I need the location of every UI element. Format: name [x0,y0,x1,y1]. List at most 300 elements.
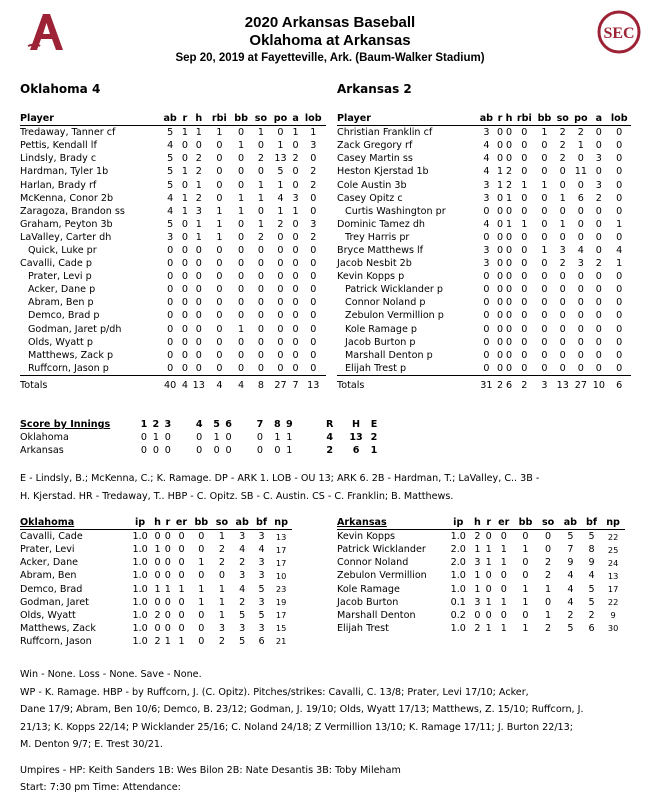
stat-h: 2 [195,153,202,165]
stat-po: 0 [277,244,284,256]
stat-so: 2 [559,258,566,270]
stat-h: 1 [506,192,513,204]
pitch-so: 0 [545,531,552,543]
pitch-ab: 3 [239,622,246,634]
stat-r: 1 [181,205,188,217]
inning-score: 0 [196,445,203,457]
pitch-so: 2 [545,557,552,569]
pitch-h: 1 [154,583,161,595]
pitching-col-bb: bb [190,516,212,530]
stat-lob: 3 [310,218,317,230]
pitch-np: 22 [607,531,619,542]
box-header-bb: bb [535,112,554,126]
stat-lob: 2 [310,166,317,178]
pitch-ip: 1.0 [132,544,148,556]
footer-notes [20,666,650,797]
stat-bb: 0 [238,310,245,322]
notes-line-1: E - Lindsly, B.; McKenna, C.; K. Ramage. DP - ARK 1. LOB - OU 13; ARK 6. 2B - Hardman, T.; LaValley, C.. 3B - [20,473,540,484]
player-name: Abram, Ben p [28,297,94,309]
stat-so: 2 [257,231,264,243]
stat-r: 0 [496,349,504,361]
stat-po: 0 [277,258,284,270]
stat-po: 0 [277,284,284,296]
pitcher-name: Kole Ramage [337,583,400,595]
player-name: Harlan, Brady rf [20,179,97,191]
pitch-bf: 5 [258,609,265,621]
misc-line-1: WP - K. Ramage. HBP - by Ruffcorn, J. (C. Opitz). Pitches/strikes: Cavalli, C. 13/8; Prater, Levi 17/10; Acker, [20,686,529,698]
stat-so: 3 [559,244,566,256]
stat-h: 2 [195,166,202,178]
stat-ab: 0 [483,205,490,217]
stat-a: 0 [595,205,602,217]
stat-rbi: 0 [216,284,223,296]
player-row [337,362,631,376]
stat-rbi: 0 [521,205,528,217]
stat-rbi: 1 [521,218,528,230]
pitch-bb: 0 [198,544,205,556]
stat-rbi: 1 [521,179,528,191]
stat-rbi: 0 [216,297,223,309]
inning-score: 0 [152,445,159,457]
stat-h: 0 [190,362,209,376]
player-name: Dominic Tamez dh [337,218,425,230]
pitching-col-np: np [601,516,625,530]
pitch-er: 0 [500,570,507,582]
stat-r: 0 [181,349,188,361]
pitch-np: 17 [275,544,287,555]
pitch-r: 0 [164,596,171,608]
stat-rbi: 0 [521,258,528,270]
stat-rbi: 0 [514,362,535,376]
pitch-np: 9 [610,610,616,621]
pitch-np: 25 [607,544,619,555]
stat-rbi: 1 [216,205,223,217]
stat-h: 0 [195,349,202,361]
stat-ab: 5 [167,153,174,165]
stat-ab: 5 [167,166,174,178]
stat-ab: 0 [167,284,174,296]
pitcher-name: Jacob Burton [337,596,399,608]
page-title: 2020 Arkansas Baseball [244,14,416,31]
stat-bb: 0 [238,166,245,178]
stat-po: 0 [277,336,284,348]
stat-h: 0 [195,336,202,348]
linescore-row [20,431,380,444]
stat-h: 0 [506,258,513,270]
pitch-r: 0 [164,557,171,569]
total-r: 2 [496,379,504,391]
stat-a: 2 [595,258,602,270]
pitch-er: 0 [500,531,507,543]
stat-lob: 0 [310,258,317,270]
pitcher-name: Godman, Jaret [20,596,89,608]
pitch-ip: 1.0 [132,583,148,595]
stat-a: 0 [292,231,299,243]
player-name: Bryce Matthews lf [337,244,424,256]
stat-r: 0 [496,218,504,230]
pitcher-row [337,530,625,544]
stat-so: 0 [559,166,566,178]
stat-r: 0 [496,205,504,217]
stat-ab: 5 [167,179,174,191]
stat-so: 0 [257,284,264,296]
pitch-r: 1 [485,544,492,556]
pitcher-row [337,596,625,609]
stat-a: 0 [292,323,299,335]
pitch-bb: 0 [522,557,529,569]
total-lob: 13 [307,379,320,391]
pitch-er: 0 [178,596,185,608]
stat-so: 0 [257,244,264,256]
pitch-h: 1 [474,583,481,595]
stat-po: 0 [277,323,284,335]
pitching-col-r: r [163,516,173,530]
stat-po: 0 [277,297,284,309]
pitch-er: 1 [500,596,507,608]
stat-a: 0 [292,166,299,178]
stat-h: 0 [506,153,513,165]
stat-a: 2 [292,153,299,165]
inning-score: 1 [152,432,159,444]
stat-so: 0 [559,297,566,309]
pitch-bf: 5 [588,583,595,595]
stat-bb: 0 [231,362,252,376]
pitching-col-np: np [270,516,292,530]
pitcher-row [20,582,292,595]
player-row [20,244,326,257]
rhe-value: 4 [326,432,334,444]
pitch-ip: 0.2 [450,609,466,621]
pitcher-row [20,543,292,556]
stat-r: 0 [181,218,188,230]
pitch-bb: 0 [198,609,205,621]
stat-a: 0 [595,127,602,139]
player-name: Heston Kjerstad 1b [337,166,429,178]
stat-ab: 4 [167,205,174,217]
stat-so: 0 [257,310,264,322]
stat-r: 0 [181,323,188,335]
stat-lob: 0 [616,192,623,204]
pitch-ab: 4 [567,596,574,608]
player-name: Hardman, Tyler 1b [20,166,109,178]
stat-bb: 0 [238,244,245,256]
pitch-ab: 9 [567,557,574,569]
stat-r: 0 [181,284,188,296]
pitching-col-r: r [483,516,494,530]
stat-ab: 0 [483,231,490,243]
stat-po: 5 [277,166,284,178]
pitch-er: 0 [178,557,185,569]
stat-h: 0 [195,140,202,152]
stat-lob: 0 [616,166,623,178]
stat-ab: 0 [483,336,490,348]
misc-line-2: Dane 17/9; Abram, Ben 10/6; Demco, B. 23/12; Godman, J. 19/10; Olds, Wyatt 17/13; Matthews, Z. 15/10; Ruffcorn, J. [20,704,584,715]
stat-a: 0 [292,297,299,309]
stat-r: 0 [496,140,504,152]
stat-rbi: 0 [521,244,528,256]
stat-po: 13 [274,153,287,165]
player-row [20,362,326,376]
stat-ab: 0 [167,271,174,283]
stat-a: 0 [292,349,299,361]
stat-so: 0 [257,297,264,309]
stat-bb: 1 [541,127,548,139]
game-subtitle: Sep 20, 2019 at Fayetteville, Ark. (Baum-Walker Stadium) [175,52,485,64]
stat-h: 2 [506,179,513,191]
stat-h: 1 [195,127,202,139]
pitch-ab: 2 [567,609,574,621]
stat-bb: 0 [238,297,245,309]
pitch-ip: 1.0 [132,570,148,582]
player-row [337,257,631,270]
stat-r: 0 [496,271,504,283]
stat-lob: 1 [310,127,317,139]
inning-label: 4 [195,419,203,431]
inning-score: 0 [140,445,148,457]
stat-ab: 3 [167,231,174,243]
stat-a: 0 [292,271,299,283]
stat-a: 0 [595,166,602,178]
player-name: Ruffcorn, Jason p [20,362,160,376]
pitch-r: 0 [485,570,492,582]
stat-rbi: 1 [216,218,223,230]
box-header-a: a [292,113,299,125]
stat-bb: 0 [541,271,548,283]
stat-po: 1 [277,205,284,217]
pitch-ip: 1.0 [450,531,466,543]
stat-r: 1 [496,166,504,178]
pitch-bb: 1 [198,596,205,608]
stat-h: 0 [506,140,513,152]
stat-h: 0 [506,349,513,361]
stat-bb: 0 [541,218,548,230]
totals-row [20,375,326,392]
pitch-so: 2 [218,557,225,569]
stat-rbi: 0 [216,153,223,165]
pitch-np: 22 [607,597,619,608]
inning-label: 5 [213,419,220,431]
stat-rbi: 0 [216,336,223,348]
stat-rbi: 0 [521,349,528,361]
pitching-col-h: h [154,517,161,529]
home-title: Arkansas 2 [337,82,412,96]
stat-rbi: 0 [521,140,528,152]
player-name: Cole Austin 3b [337,179,407,191]
inning-score: 0 [225,432,232,444]
pitch-np: 30 [607,623,619,634]
pitch-np: 24 [607,557,619,568]
total-so: 8 [257,379,264,391]
stat-bb: 1 [238,323,245,335]
pitcher-name: Abram, Ben [20,570,77,582]
player-name: LaValley, Carter dh [20,231,112,243]
pitch-er: 1 [500,622,507,634]
pitch-so: 1 [218,609,225,621]
pitch-er: 0 [178,609,185,621]
stat-rbi: 0 [216,166,223,178]
stat-po: 2 [577,127,584,139]
stat-lob: 0 [616,140,623,152]
pitch-h: 1 [474,544,481,556]
stat-ab: 5 [167,127,174,139]
player-name: Casey Martin ss [337,153,413,165]
stat-h: 0 [506,323,513,335]
rhe-value: 2 [370,432,378,444]
pitch-h: 0 [154,622,161,634]
stat-lob: 0 [310,336,317,348]
box-header-lob: lob [301,112,326,126]
pitch-bb: 0 [198,622,205,634]
pitch-r: 1 [485,596,492,608]
pitching-col-so: so [212,516,231,530]
player-name: Kevin Kopps p [337,271,405,283]
pitch-ip: 2.0 [450,544,466,556]
inning-score: 0 [274,445,281,457]
stat-rbi: 0 [216,140,223,152]
pitch-bf: 4 [588,570,595,582]
player-name: Elijah Trest p [337,362,477,376]
total-po: 27 [574,379,587,391]
pitch-bf: 8 [588,544,595,556]
stat-rbi: 0 [521,271,528,283]
player-row [20,192,326,205]
pitch-h: 3 [474,596,481,608]
stat-r: 0 [496,310,504,322]
player-name: Connor Noland p [345,297,426,309]
linescore-header [20,418,380,431]
stat-r: 0 [496,153,504,165]
pitching-col-ab: ab [559,516,582,530]
stat-rbi: 0 [521,166,528,178]
stat-h: 0 [195,323,202,335]
pitch-er: 0 [178,622,185,634]
pitch-bb: 0 [198,531,205,543]
stat-r: 0 [181,362,188,374]
pitch-so: 1 [218,583,225,595]
pitching-header [20,516,292,530]
total-ab: 31 [480,379,493,391]
pitching-col-h: h [472,516,484,530]
pitch-ab: 4 [567,583,574,595]
pitch-bb: 0 [198,635,205,647]
player-row [20,283,326,296]
stat-ab: 3 [483,179,490,191]
rhe-label: H [352,419,361,431]
pitcher-row [337,556,625,569]
stat-a: 3 [595,153,602,165]
player-row [337,283,631,296]
pitch-r: 1 [485,622,492,634]
player-row [20,139,326,152]
pitch-so: 0 [545,596,552,608]
stat-r: 0 [181,231,188,243]
pitcher-row [20,609,292,622]
player-row [20,218,326,231]
total-a: 7 [292,379,299,391]
totals-row [337,375,631,392]
box-header-rbi: rbi [514,112,535,126]
stat-po: 0 [577,323,584,335]
pitch-ip: 1.0 [132,622,148,634]
stat-r: 0 [496,336,504,348]
linescore-team: Oklahoma [20,432,69,444]
stat-bb: 1 [238,140,245,152]
stat-lob: 0 [616,284,623,296]
pitch-ab: 5 [239,609,246,621]
stat-a: 0 [590,362,607,376]
stat-ab: 0 [167,336,174,348]
player-name: McKenna, Conor 2b [20,192,114,204]
player-row [20,270,326,283]
pitch-bf: 5 [588,596,595,608]
pitch-er: 1 [178,583,185,595]
stat-lob: 2 [310,231,317,243]
sec-logo [597,10,641,54]
pitch-h: 0 [154,596,161,608]
pitcher-row [20,569,292,582]
stat-bb: 0 [238,153,245,165]
pitcher-name: Ruffcorn, Jason [20,635,92,647]
stat-so: 1 [257,127,264,139]
pitch-bf: 5 [258,583,265,595]
pitch-er: 1 [500,557,507,569]
player-name: Zebulon Vermillion p [345,310,444,322]
stat-r: 1 [181,192,188,204]
stat-lob: 4 [616,244,623,256]
stat-a: 0 [595,336,602,348]
inning-label: 6 [225,419,232,431]
player-name: Curtis Washington pr [345,205,446,217]
pitching-col-bf: bf [582,516,601,530]
stat-ab: 0 [483,323,490,335]
pitch-np: 15 [275,623,287,634]
rhe-value: 13 [349,432,363,444]
pitching-col-ip: ip [128,516,152,530]
stat-ab: 0 [160,362,180,376]
box-header-row [20,112,326,126]
misc-line-4: M. Denton 9/7; E. Trest 30/21. [20,739,163,750]
player-row [20,231,326,244]
stat-a: 0 [595,323,602,335]
stat-po: 0 [577,218,584,230]
stat-po: 0 [577,153,584,165]
misc-line-3: 21/13; K. Kopps 22/14; P Wicklander 25/16; C. Noland 24/18; Z Vermillion 13/10; K. Ramage 17/11; J. Burton 22/13; [20,721,573,733]
player-row [337,126,631,140]
pitcher-row [337,582,625,595]
inning-score: 1 [286,445,293,457]
stat-lob: 0 [616,271,623,283]
stat-lob: 0 [616,336,623,348]
pitch-er: 1 [178,635,185,647]
pitcher-name: Demco, Brad [20,583,83,595]
pitch-r: 1 [164,635,171,647]
pitch-so: 1 [218,596,225,608]
stat-r: 0 [181,297,188,309]
stat-r: 1 [496,179,504,191]
pitch-ab: 3 [239,570,246,582]
pitcher-name: Elijah Trest [337,622,389,634]
stat-ab: 0 [167,244,174,256]
pitch-ab: 5 [239,635,246,647]
player-row [337,309,631,322]
pitch-r: 0 [164,544,171,556]
box-header-so: so [252,112,271,126]
stat-lob: 0 [616,349,623,361]
pitch-np: 13 [607,570,619,581]
player-row [337,270,631,283]
stat-h: 2 [506,166,513,178]
stat-po: 0 [277,271,284,283]
